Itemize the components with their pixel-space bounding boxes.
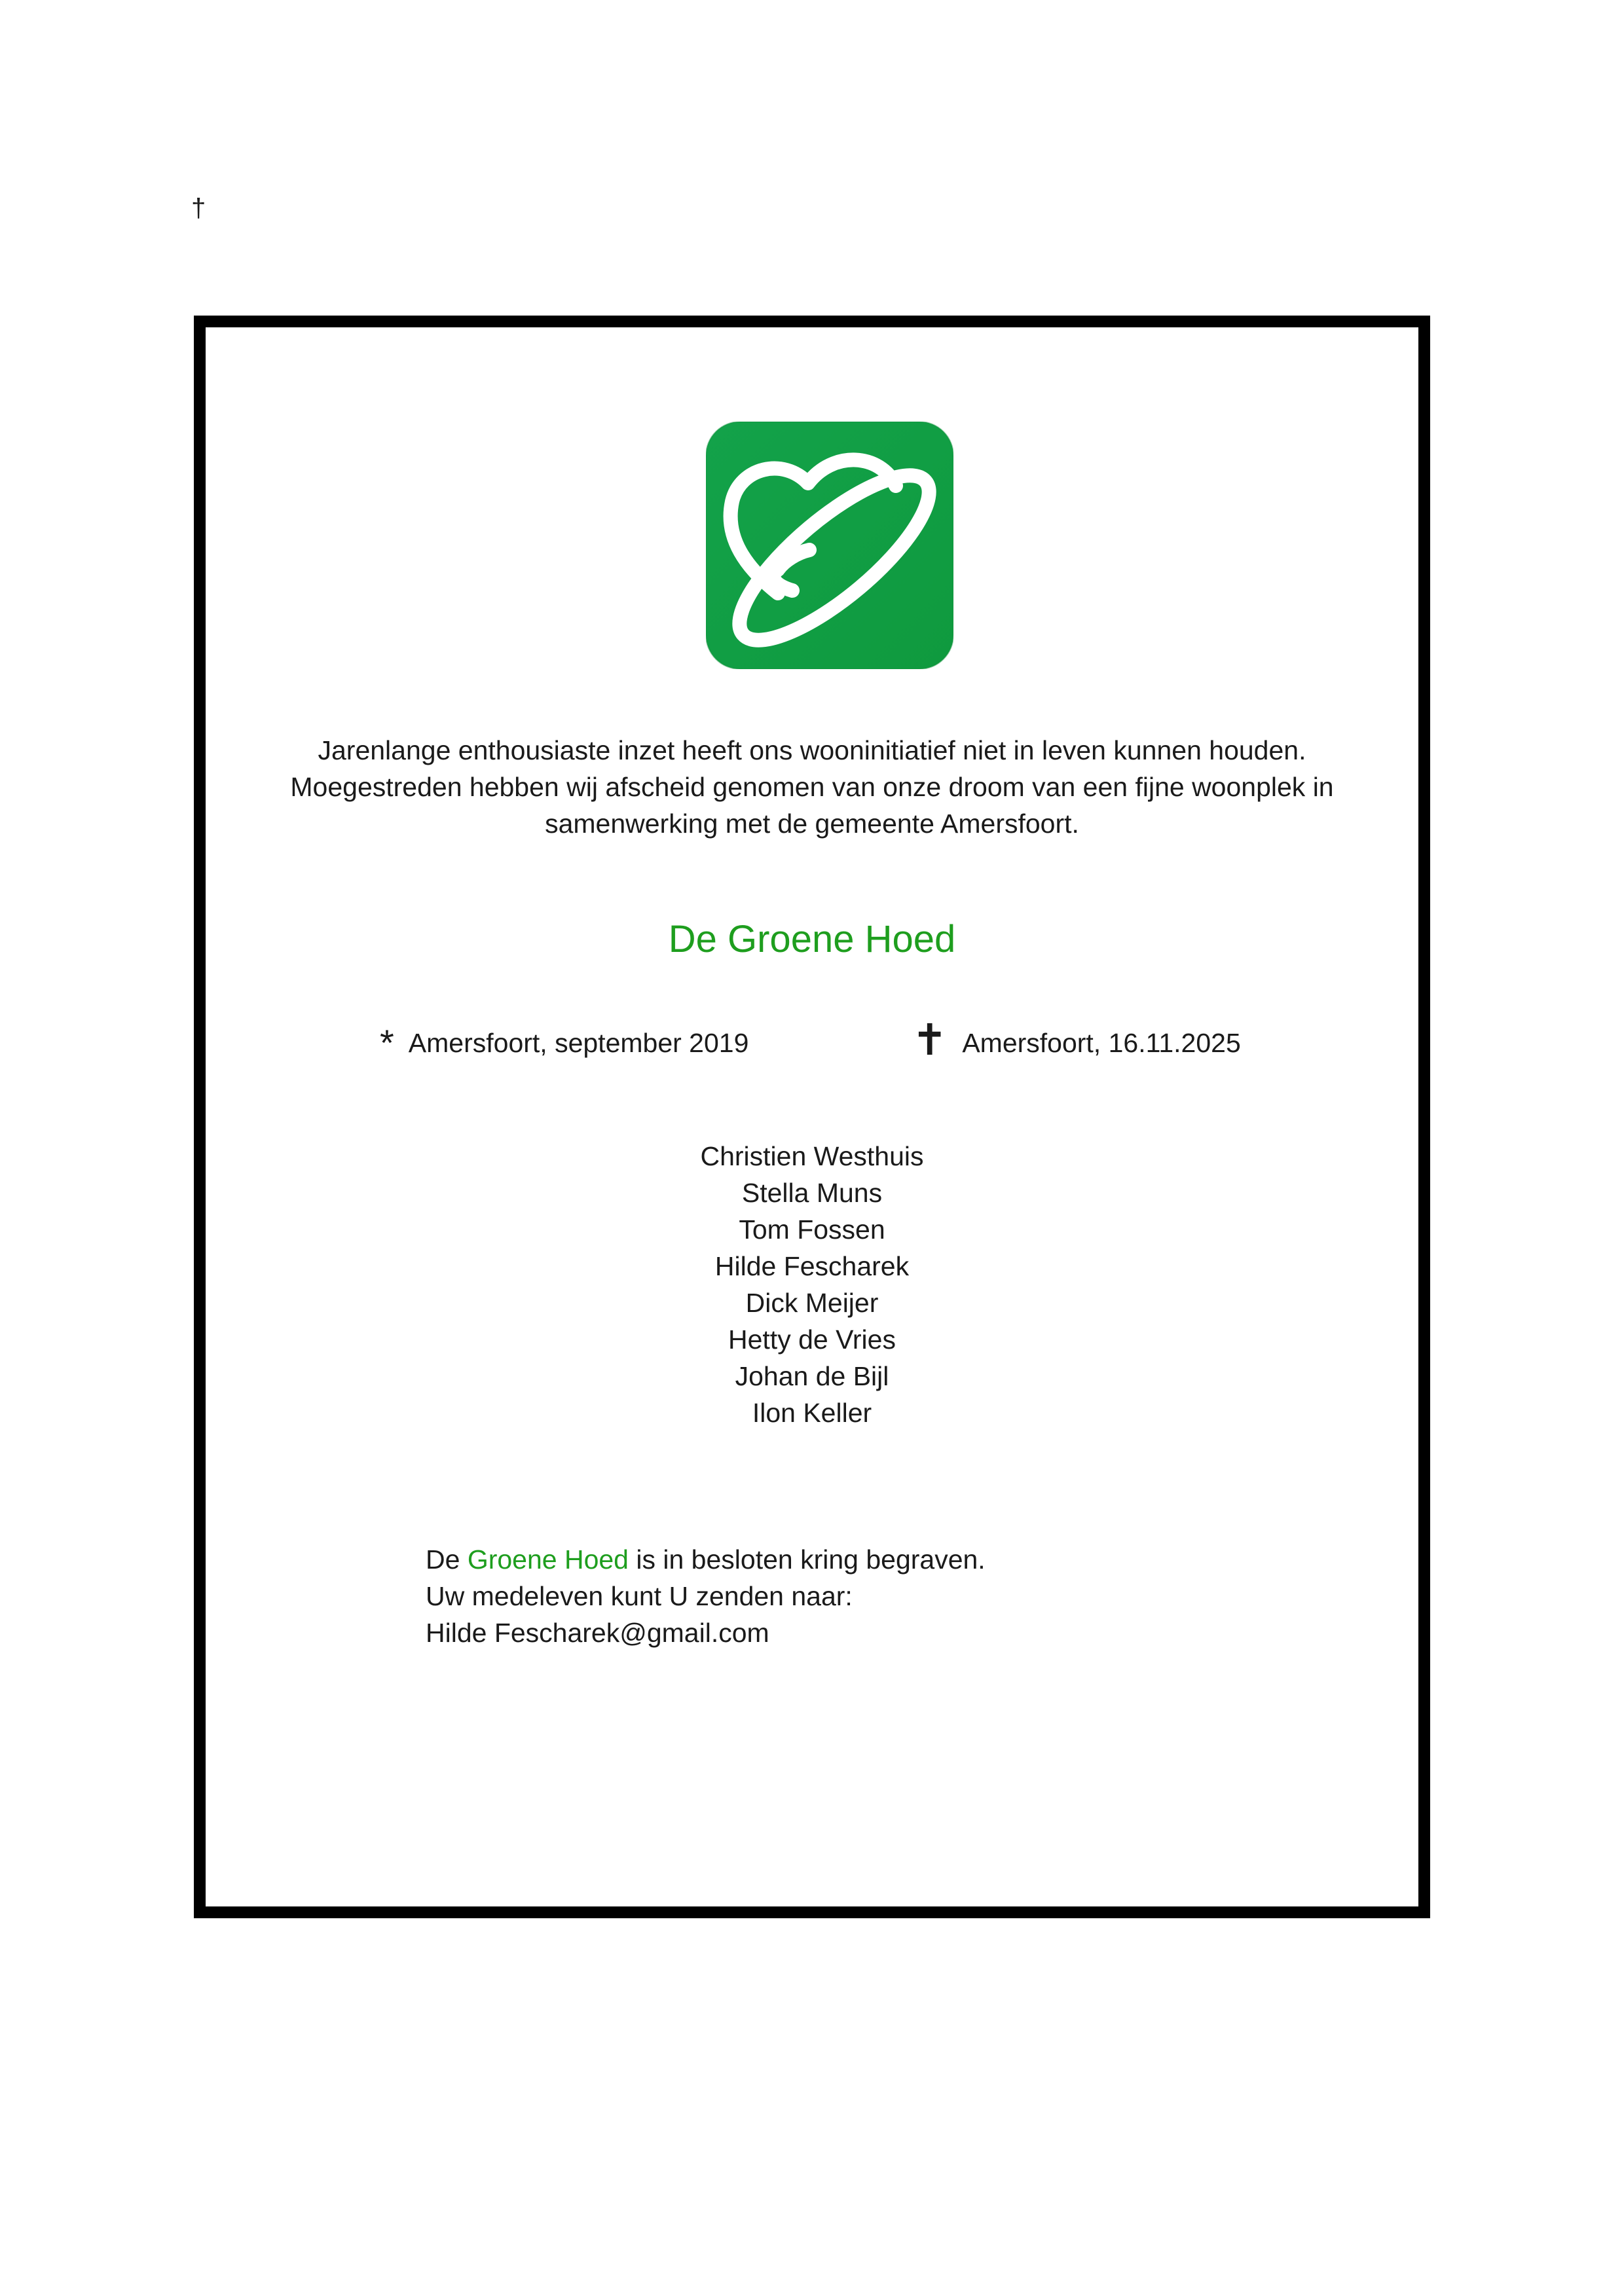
list-item: Hilde Fescharek (714, 1251, 910, 1281)
cross-icon: † (191, 194, 206, 223)
intro-line: Jarenlange enthousiaste inzet heeft ons wooninitiatief niet in leven kunnen houden. (318, 735, 1306, 765)
death-date (912, 1013, 1241, 1072)
intro-line: Moegestreden hebben wij afscheid genomen van onze droom van een fijne woonplek in (290, 772, 1334, 802)
notice-line (426, 1541, 986, 1578)
birth-date-text: Amersfoort, september 2019 (408, 1028, 749, 1058)
intro-text (249, 732, 1375, 842)
notice-suffix: is in besloten kring begraven. (628, 1544, 986, 1575)
notice-highlight: Groene Hoed (467, 1544, 629, 1575)
list-item: Hetty de Vries (728, 1324, 896, 1355)
list-item: Johan de Bijl (735, 1361, 889, 1391)
cross-icon: ✝ (912, 1015, 948, 1064)
notice-prefix: De (426, 1544, 468, 1575)
deceased-name: De Groene Hoed (668, 918, 956, 960)
asterisk-icon: * (380, 1022, 394, 1063)
list-item: Stella Muns (741, 1178, 883, 1208)
notice-line: Uw medeleven kunt U zenden naar: (426, 1581, 853, 1611)
list-item: Ilon Keller (752, 1398, 872, 1428)
list-item: Dick Meijer (745, 1288, 879, 1318)
mourners-list (485, 1138, 1139, 1431)
list-item: Tom Fossen (739, 1214, 885, 1245)
contact-email: Hilde Fescharek@gmail.com (426, 1618, 769, 1648)
birth-date (380, 1013, 748, 1072)
funeral-notice (426, 1541, 986, 1651)
list-item: Christien Westhuis (700, 1141, 924, 1171)
death-date-text: Amersfoort, 16.11.2025 (962, 1028, 1241, 1058)
green-hat-heart-logo-icon (706, 422, 953, 669)
intro-line: samenwerking met de gemeente Amersfoort. (545, 809, 1079, 839)
